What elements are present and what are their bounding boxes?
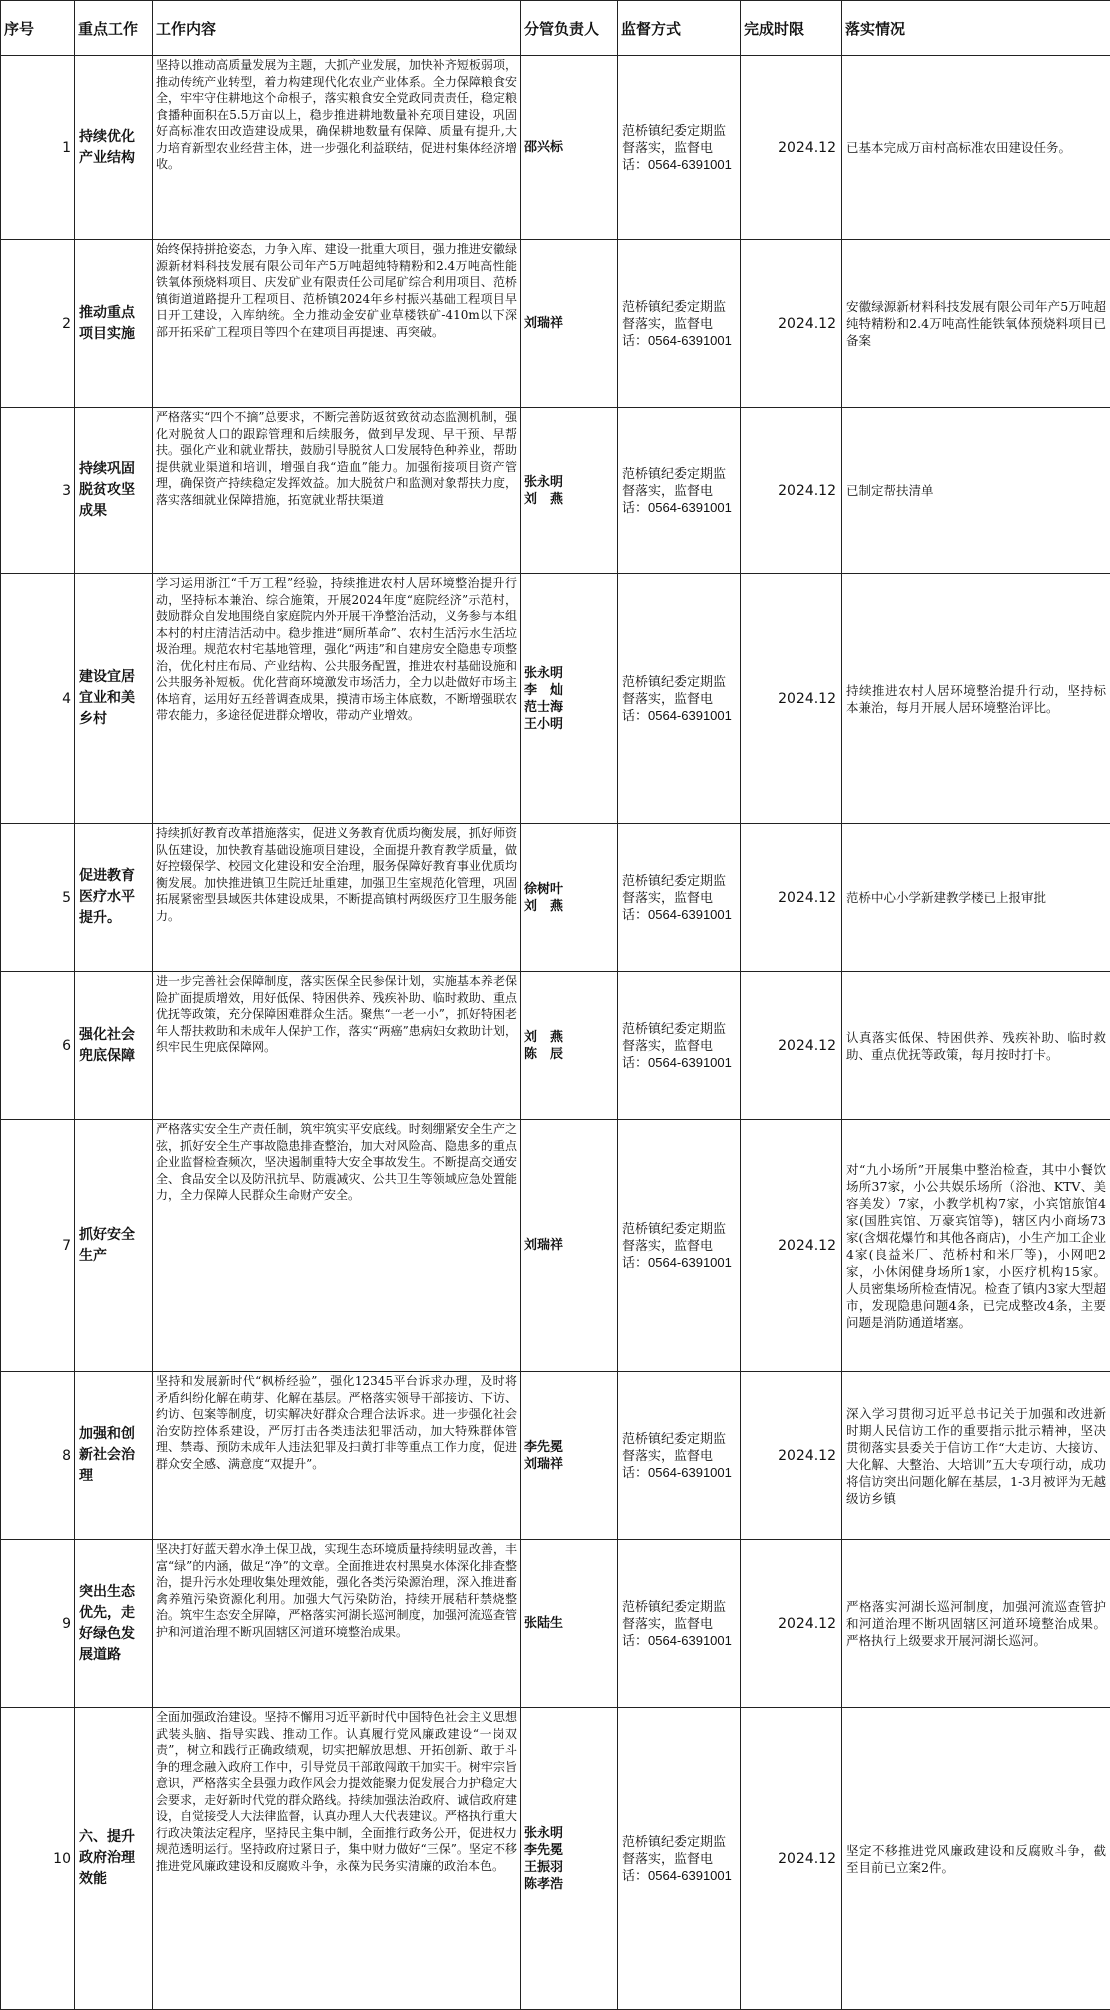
key-work: 促进教育医疗水平提升。 [75,824,153,972]
key-work: 推动重点项目实施 [75,240,153,408]
work-content: 学习运用浙江“千万工程”经验，持续推进农村人居环境整治提升行动，坚持标本兼治、综合施策，开展2024年度“庭院经济”示范村，鼓励群众自发地围绕自家庭院内外开展干净整治活动，义务参与本组本村的村庄清洁活动中。稳步推进“厕所革命”、农村生活污水生活垃圾治理。规范农村宅基地管理，强化“两违”和自建房安全隐患专项整治，优化村庄布局、产业结构、公共服务配置，推进农村基础设施和公共服务补短板。优化营商环境激发市场活力，全力以赴做好市场主体培育，运用好五经普调查成果，摸清市场主体底数，不断增强联农带农能力，多途径促进群众增收，带动产业增效。 [153,574,521,824]
header-status: 落实情况 [842,1,1110,56]
deadline: 2024.12 [741,1540,842,1708]
implementation-status: 严格落实河湖长巡河制度，加强河流巡查管护和河道治理不断巩固辖区河道环境整治成果。严格执行上级要求开展河湖长巡河。 [842,1540,1110,1708]
key-work: 持续巩固脱贫攻坚成果 [75,408,153,574]
lead-person [521,824,618,972]
row-number: 5 [1,824,75,972]
lead-name: 刘瑞祥 [524,1456,614,1473]
lead-person [521,56,618,240]
lead-name: 徐树叶 [524,881,614,898]
supervision-method: 范桥镇纪委定期监督落实，监督电话：0564-6391001 [618,408,741,574]
work-content: 坚决打好蓝天碧水净土保卫战，实现生态环境质量持续明显改善，丰富“绿”的内涵，做足“净”的文章。全面推进农村黑臭水体深化排查整治，提升污水处理收集处理效能，强化各类污染源治理，深入推进畜禽养殖污染资源化利用。加强大气污染防治，持续开展秸秆禁烧整治。筑牢生态安全屏障，严格落实河湖长巡河制度，加强河流巡查管护和河道治理不断巩固辖区河道环境整治成果。 [153,1540,521,1708]
lead-name: 刘瑞祥 [524,315,614,332]
deadline: 2024.12 [741,56,842,240]
table-row [1,1708,1110,2010]
lead-person [521,1120,618,1372]
table-row [1,1372,1110,1540]
work-content: 坚持和发展新时代“枫桥经验”，强化12345平台诉求办理，及时将矛盾纠纷化解在萌芽、化解在基层。严格落实领导干部接访、下访、约访、包案等制度，切实解决好群众合理合法诉求。进一步强化社会治安防控体系建设，严厉打击各类违法犯罪活动，加大特殊群体管理、禁毒、预防未成年人违法犯罪及扫黄打非等重点工作力度，促进群众安全感、满意度“双提升”。 [153,1372,521,1540]
header-no: 序号 [1,1,75,56]
header-key-work: 重点工作 [75,1,153,56]
lead-name: 李 灿 [524,682,614,699]
row-number: 2 [1,240,75,408]
header-deadline: 完成时限 [741,1,842,56]
lead-name: 李先冕 [524,1439,614,1456]
supervision-method: 范桥镇纪委定期监督落实，监督电话：0564-6391001 [618,972,741,1120]
lead-person [521,240,618,408]
lead-name: 陈孝浩 [524,1876,614,1893]
row-number: 6 [1,972,75,1120]
key-work: 突出生态优先，走好绿色发展道路 [75,1540,153,1708]
header-lead: 分管负责人 [521,1,618,56]
key-work: 持续优化产业结构 [75,56,153,240]
deadline: 2024.12 [741,972,842,1120]
lead-person [521,1372,618,1540]
deadline: 2024.12 [741,1120,842,1372]
lead-name: 王振羽 [524,1859,614,1876]
implementation-status: 持续推进农村人居环境整治提升行动，坚持标本兼治，每月开展人居环境整治评比。 [842,574,1110,824]
implementation-status: 坚定不移推进党风廉政建设和反腐败斗争，截至目前已立案2件。 [842,1708,1110,2010]
lead-name: 刘 燕 [524,898,614,915]
work-content: 进一步完善社会保障制度，落实医保全民参保计划，实施基本养老保险扩面提质增效，用好低保、特困供养、残疾补助、临时救助、重点优抚等政策，充分保障困难群众生活。聚焦“一老一小”，抓好特困老年人帮扶救助和未成年人保护工作，落实“两癌”患病妇女救助计划，织牢民生兜底保障网。 [153,972,521,1120]
work-content: 严格落实安全生产责任制，筑牢筑实平安底线。时刻绷紧安全生产之弦，抓好安全生产事故隐患排查整治，加大对风险高、隐患多的重点企业监督检查频次，坚决遏制重特大安全事故发生。不断提高交通安全、食品安全以及防汛抗旱、防震减灾、公共卫生等领域应急处置能力，全力保障人民群众生命财产安全。 [153,1120,521,1372]
lead-name: 张永明 [524,474,614,491]
supervision-method: 范桥镇纪委定期监督落实，监督电话：0564-6391001 [618,240,741,408]
work-content: 严格落实“四个不摘”总要求，不断完善防返贫致贫动态监测机制，强化对脱贫人口的跟踪管理和后续服务，做到早发现、早干预、早帮扶。强化产业和就业帮扶，鼓励引导脱贫人口发展特色种养业，帮助提供就业渠道和培训，增强自我“造血”能力。加强衔接项目资产管理，确保资产持续稳定发挥效益。加大脱贫户和监测对象帮扶力度，落实落细就业保障措施，拓宽就业帮扶渠道 [153,408,521,574]
lead-name: 张永明 [524,665,614,682]
deadline: 2024.12 [741,408,842,574]
lead-name: 李先冕 [524,1842,614,1859]
header-supervision: 监督方式 [618,1,741,56]
lead-person [521,408,618,574]
table-row [1,972,1110,1120]
implementation-status: 深入学习贯彻习近平总书记关于加强和改进新时期人民信访工作的重要指示批示精神，坚决贯彻落实县委关于信访工作“大走访、大接访、大化解、大整治、大培训”五大专项行动，成功将信访突出问题化解在基层，1-3月被评为无越级访乡镇 [842,1372,1110,1540]
implementation-status: 对“九小场所”开展集中整治检查，其中小餐饮场所37家，小公共娱乐场所（浴池、KTV、美容美发）7家，小教学机构7家，小宾馆旅馆4家(国胜宾馆、万豪宾馆等)，辖区内小商场73家(含烟花爆竹和其他各商店)，小生产加工企业4家(良益米厂、范桥村和米厂等)，小网吧2家，小休闲健身场所1家，小医疗机构15家。人员密集场所检查情况。检查了镇内3家大型超市，发现隐患问题4条，已完成整改4条，主要问题是消防通道堵塞。 [842,1120,1110,1372]
table-row [1,56,1110,240]
lead-name: 刘 燕 [524,1029,614,1046]
work-content: 坚持以推动高质量发展为主题，大抓产业发展，加快补齐短板弱项，推动传统产业转型，着力构建现代化农业产业体系。全力保障粮食安全，牢牢守住耕地这个命根子，落实粮食安全党政同责责任，稳定粮食播种面积在5.5万亩以上，稳步推进耕地数量补充项目建设，巩固好高标准农田改造建设成果，确保耕地数量有保障、质量有提升,大力培育新型农业经营主体，进一步强化利益联结，促进村集体经济增收。 [153,56,521,240]
implementation-status: 已制定帮扶清单 [842,408,1110,574]
lead-name: 张永明 [524,1825,614,1842]
row-number: 7 [1,1120,75,1372]
implementation-status: 范桥中心小学新建教学楼已上报审批 [842,824,1110,972]
row-number: 9 [1,1540,75,1708]
supervision-method: 范桥镇纪委定期监督落实，监督电话：0564-6391001 [618,574,741,824]
supervision-method: 范桥镇纪委定期监督落实，监督电话：0564-6391001 [618,1540,741,1708]
lead-person [521,574,618,824]
key-work: 抓好安全生产 [75,1120,153,1372]
work-content: 始终保持拼抢姿态，力争入库、建设一批重大项目，强力推进安徽绿源新材料科技发展有限公司年产5万吨超纯特精粉和2.4万吨高性能铁氧体预烧料项目、庆发矿业有限责任公司尾矿综合利用项目、范桥镇街道道路提升工程项目、范桥镇2024年乡村振兴基础工程项目早日开工建设，入库纳统。全力推动金安矿业草楼铁矿-410m以下深部开拓采矿工程项目等四个在建项目再提速、再突破。 [153,240,521,408]
lead-person [521,1540,618,1708]
table-row [1,824,1110,972]
implementation-status: 认真落实低保、特困供养、残疾补助、临时救助、重点优抚等政策，每月按时打卡。 [842,972,1110,1120]
table-row [1,574,1110,824]
deadline: 2024.12 [741,824,842,972]
key-work: 强化社会兜底保障 [75,972,153,1120]
implementation-status: 已基本完成万亩村高标准农田建设任务。 [842,56,1110,240]
lead-person [521,1708,618,2010]
supervision-method: 范桥镇纪委定期监督落实，监督电话：0564-6391001 [618,824,741,972]
supervision-method: 范桥镇纪委定期监督落实，监督电话：0564-6391001 [618,56,741,240]
lead-person [521,972,618,1120]
lead-name: 王小明 [524,716,614,733]
header-content: 工作内容 [153,1,521,56]
table-row [1,240,1110,408]
row-number: 4 [1,574,75,824]
header-row [1,1,1110,56]
row-number: 3 [1,408,75,574]
lead-name: 陈 辰 [524,1046,614,1063]
lead-name: 刘瑞祥 [524,1237,614,1254]
lead-name: 张陆生 [524,1615,614,1632]
deadline: 2024.12 [741,240,842,408]
key-work: 加强和创新社会治理 [75,1372,153,1540]
deadline: 2024.12 [741,1708,842,2010]
supervision-method: 范桥镇纪委定期监督落实，监督电话：0564-6391001 [618,1372,741,1540]
table-row [1,1540,1110,1708]
lead-name: 刘 燕 [524,491,614,508]
row-number: 10 [1,1708,75,2010]
lead-name: 邵兴标 [524,139,614,156]
table-row [1,1120,1110,1372]
row-number: 1 [1,56,75,240]
deadline: 2024.12 [741,574,842,824]
deadline: 2024.12 [741,1372,842,1540]
key-work: 建设宜居宜业和美乡村 [75,574,153,824]
table-row [1,408,1110,574]
supervision-method: 范桥镇纪委定期监督落实，监督电话：0564-6391001 [618,1120,741,1372]
work-content: 全面加强政治建设。坚持不懈用习近平新时代中国特色社会主义思想武装头脑、指导实践、推动工作。认真履行党风廉政建设“一岗双责”，树立和践行正确政绩观，切实把解放思想、开拓创新、敢于斗争的理念融入政府工作中，引导党员干部敢闯敢干加实干。树牢宗旨意识，严格落实全县强力政作风会力提效能聚力促发展合力护稳定大会要求，走好新时代党的群众路线。持续加强法治政府、诚信政府建设，自觉接受人大法律监督，认真办理人大代表建议。严格执行重大行政决策法定程序，坚持民主集中制，全面推行政务公开，促进权力规范透明运行。坚持政府过紧日子，集中财力做好“三保”。坚定不移推进党风廉政建设和反腐败斗争，永葆为民务实清廉的政治本色。 [153,1708,521,2010]
lead-name: 范士海 [524,699,614,716]
implementation-status: 安徽绿源新材料科技发展有限公司年产5万吨超纯特精粉和2.4万吨高性能铁氧体预烧料项目已备案 [842,240,1110,408]
work-content: 持续抓好教育改革措施落实，促进义务教育优质均衡发展，抓好师资队伍建设，加快教育基础设施项目建设，全面提升教育教学质量，做好控辍保学、校园文化建设和安全治理，服务保障好教育事业优质均衡发展。加快推进镇卫生院迁址重建，加强卫生室规范化管理，巩固拓展紧密型县域医共体建设成果，不断提高镇村两级医疗卫生服务能力。 [153,824,521,972]
supervision-method: 范桥镇纪委定期监督落实，监督电话：0564-6391001 [618,1708,741,2010]
key-work: 六、提升政府治理效能 [75,1708,153,2010]
row-number: 8 [1,1372,75,1540]
